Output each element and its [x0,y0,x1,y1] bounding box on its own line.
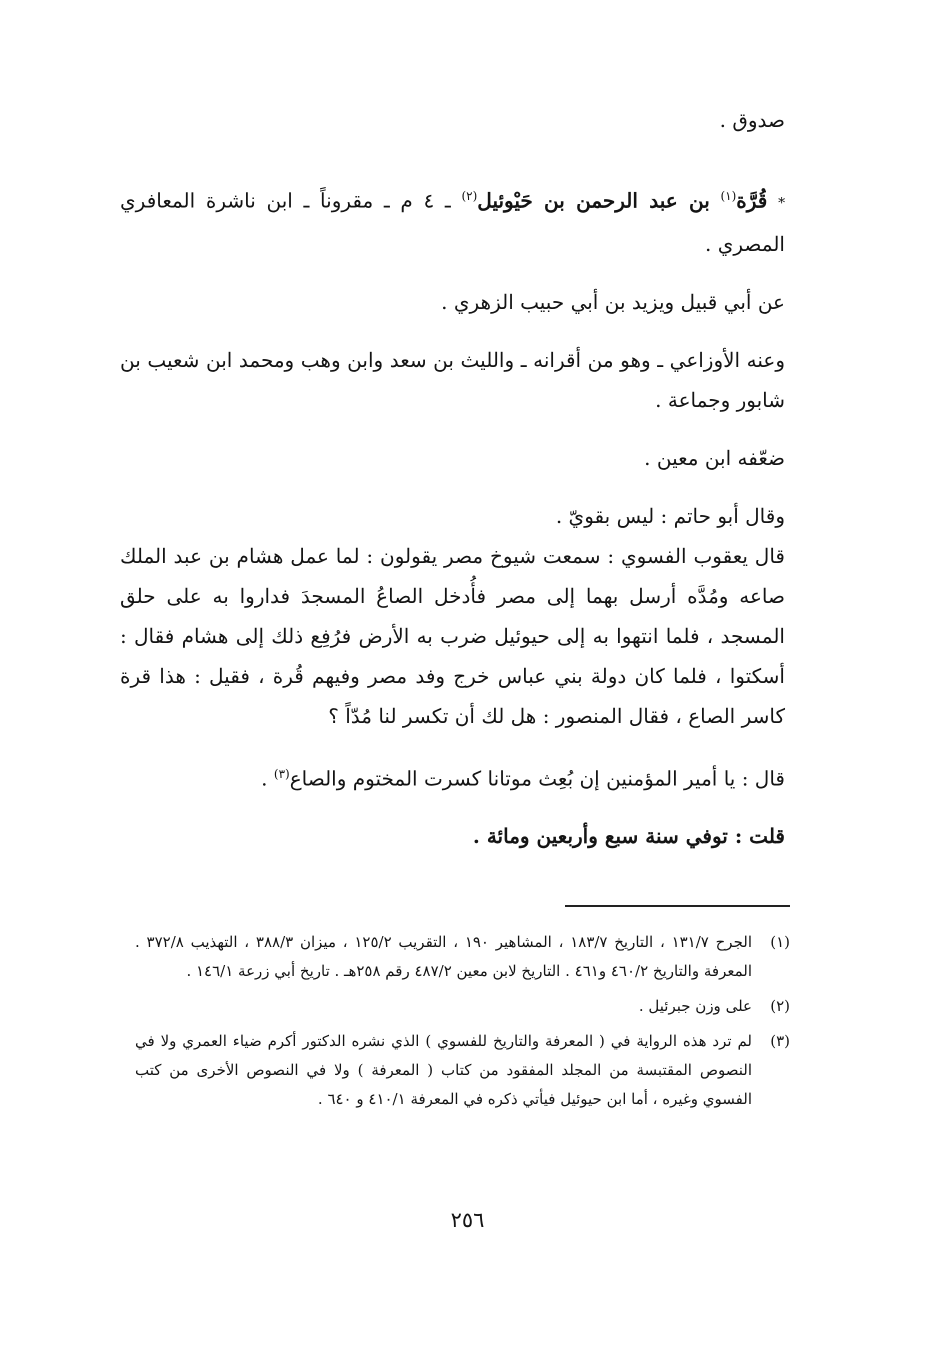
students-paragraph: وعنه الأوزاعي ـ وهو من أقرانه ـ والليث بن سعد وابن وهب ومحمد ابن شعيب بن شابور وجماعة . [120,347,785,412]
death-paragraph: قلت : توفي سنة سبع وأربعين ومائة . [472,824,785,849]
footnote-number: (٢) [770,997,790,1015]
entry-tail: ـ ٤ م ـ مقروناً ـ ابن ناشرة المعافري المصري . [120,188,785,256]
footnote-1 [135,928,790,986]
previous-entry-end: صدوق . [719,108,785,132]
footnote-divider [565,905,790,907]
footnote-ref-2: (٢) [461,189,478,203]
qurra-reply-end: . [261,766,274,791]
footnote-number: (١) [770,933,790,951]
fasawi-paragraph: قال يعقوب الفسوي : سمعت شيوخ مصر يقولون : لما عمل هشام بن عبد الملك صاعه ومُدَّه أرسل بهما إلى مصر فأُدخل الصاعُ المسجدَ فداروا به على حلق المسجد ، فلما انتهوا به إلى حيوئيل ضرب به الأرض فرُفِع ذلك إلى هشام فقال : أسكتوا ، فلما كان دولة بني عباس خرج وفد مصر وفيهم قُرة ، فقيل : هذا قرة كاسر الصاع ، فقال المنصور : هل لك أن تكسر لنا مُدّاً ؟ [120,543,785,728]
footnote-text: على وزن جبرئيل . [638,997,752,1015]
footnotes [135,928,790,1120]
entry-name: قُرَّة [736,188,768,213]
footnote-3 [135,1027,790,1114]
footnote-ref-1: (١) [720,189,737,203]
footnote-text: لم ترد هذه الرواية في ( المعرفة والتاريخ للفسوي ) الذي نشره الدكتور أكرم ضياء العمري ولا في النصوص المقتبسة من المجلد المفقود من كتاب ( المعرفة ) ولا في النصوص الأخرى من كتب الفسوي وغيره ، أما ابن حيوئيل فيأتي ذكره في المعرفة ٤١٠/١ و ٦٤٠ . [135,1032,752,1108]
page-number: ٢٥٦ [450,1208,485,1232]
footnote-text: الجرح ١٣١/٧ ، التاريخ ١٨٣/٧ ، المشاهير ١٩٠ ، التقريب ١٢٥/٢ ، ميزان ٣٨٨/٣ ، التهذيب ٣٧٢/٨ . المعرفة والتاريخ ٤٦٠/٢ و٤٦١ . التاريخ لابن معين ٤٨٧/٢ رقم ٢٥٨هـ . تاريخ أبي زرعة ١٤٦/١ . [135,933,752,980]
footnote-ref-3: (٣) [273,766,290,781]
entry-name-rest: بن عبد الرحمن بن حَيْوئيل [477,188,710,213]
ibn-maeen-paragraph: ضعّفه ابن معين . [644,445,785,470]
entry-heading [120,176,785,264]
star-marker: * [778,195,786,212]
main-text [120,100,785,856]
teachers-paragraph: عن أبي قبيل ويزيد بن أبي حبيب الزهري . [441,289,785,314]
footnote-number: (٣) [770,1032,790,1050]
footnote-2 [135,992,790,1021]
qurra-reply-text: قال : يا أمير المؤمنين إن بُعِث موتانا كسرت المختوم والصاع [289,766,785,791]
qurra-reply-paragraph [120,754,785,799]
abu-hatim-paragraph: وقال أبو حاتم : ليس بقويّ . [555,503,785,528]
